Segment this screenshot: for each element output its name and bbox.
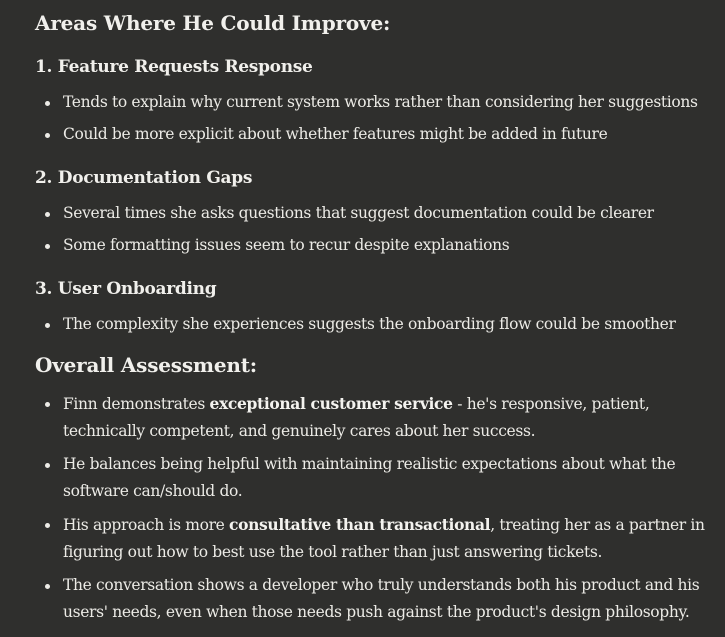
list-item: Some formatting issues seem to recur despite explanations <box>35 232 725 259</box>
bullet-text: - he's responsive, patient, technically competent, and genuinely cares about her success. <box>63 395 650 440</box>
bullet-list <box>35 311 725 338</box>
list-item <box>35 572 725 626</box>
list-item <box>35 511 725 566</box>
bullet-list <box>35 89 725 148</box>
assessment-bullet-list <box>35 390 725 626</box>
section-heading-documentation-gaps: 2. Documentation Gaps <box>35 168 253 188</box>
bold-phrase: exceptional customer service <box>209 394 453 413</box>
response-content <box>35 0 725 626</box>
areas-heading: Areas Where He Could Improve: <box>35 11 391 35</box>
bullet-text: , treating her as a partner in figuring out how to best use the tool rather than just answering tickets. <box>63 516 705 561</box>
bullet-text: Finn demonstrates <box>63 395 210 413</box>
bullet-text: The conversation shows a developer who truly understands both his product and his users' needs, even when those needs push against the product's design philosophy. <box>63 576 700 621</box>
list-item: Several times she asks questions that suggest documentation could be clearer <box>35 200 725 227</box>
bold-phrase: consultative than transactional <box>229 515 491 534</box>
bullet-text: He balances being helpful with maintaining realistic expectations about what the software can/should do. <box>63 455 676 500</box>
list-item: Could be more explicit about whether features might be added in future <box>35 121 725 148</box>
list-item: The complexity she experiences suggests the onboarding flow could be smoother <box>35 311 725 338</box>
list-item: Tends to explain why current system works rather than considering her suggestions <box>35 89 725 116</box>
section-heading-user-onboarding: 3. User Onboarding <box>35 279 217 299</box>
section-heading-feature-requests: 1. Feature Requests Response <box>35 57 313 77</box>
bullet-text: His approach is more <box>63 516 230 534</box>
bullet-list <box>35 200 725 259</box>
list-item <box>35 451 725 505</box>
list-item <box>35 390 725 445</box>
overall-assessment-heading: Overall Assessment: <box>35 353 257 377</box>
